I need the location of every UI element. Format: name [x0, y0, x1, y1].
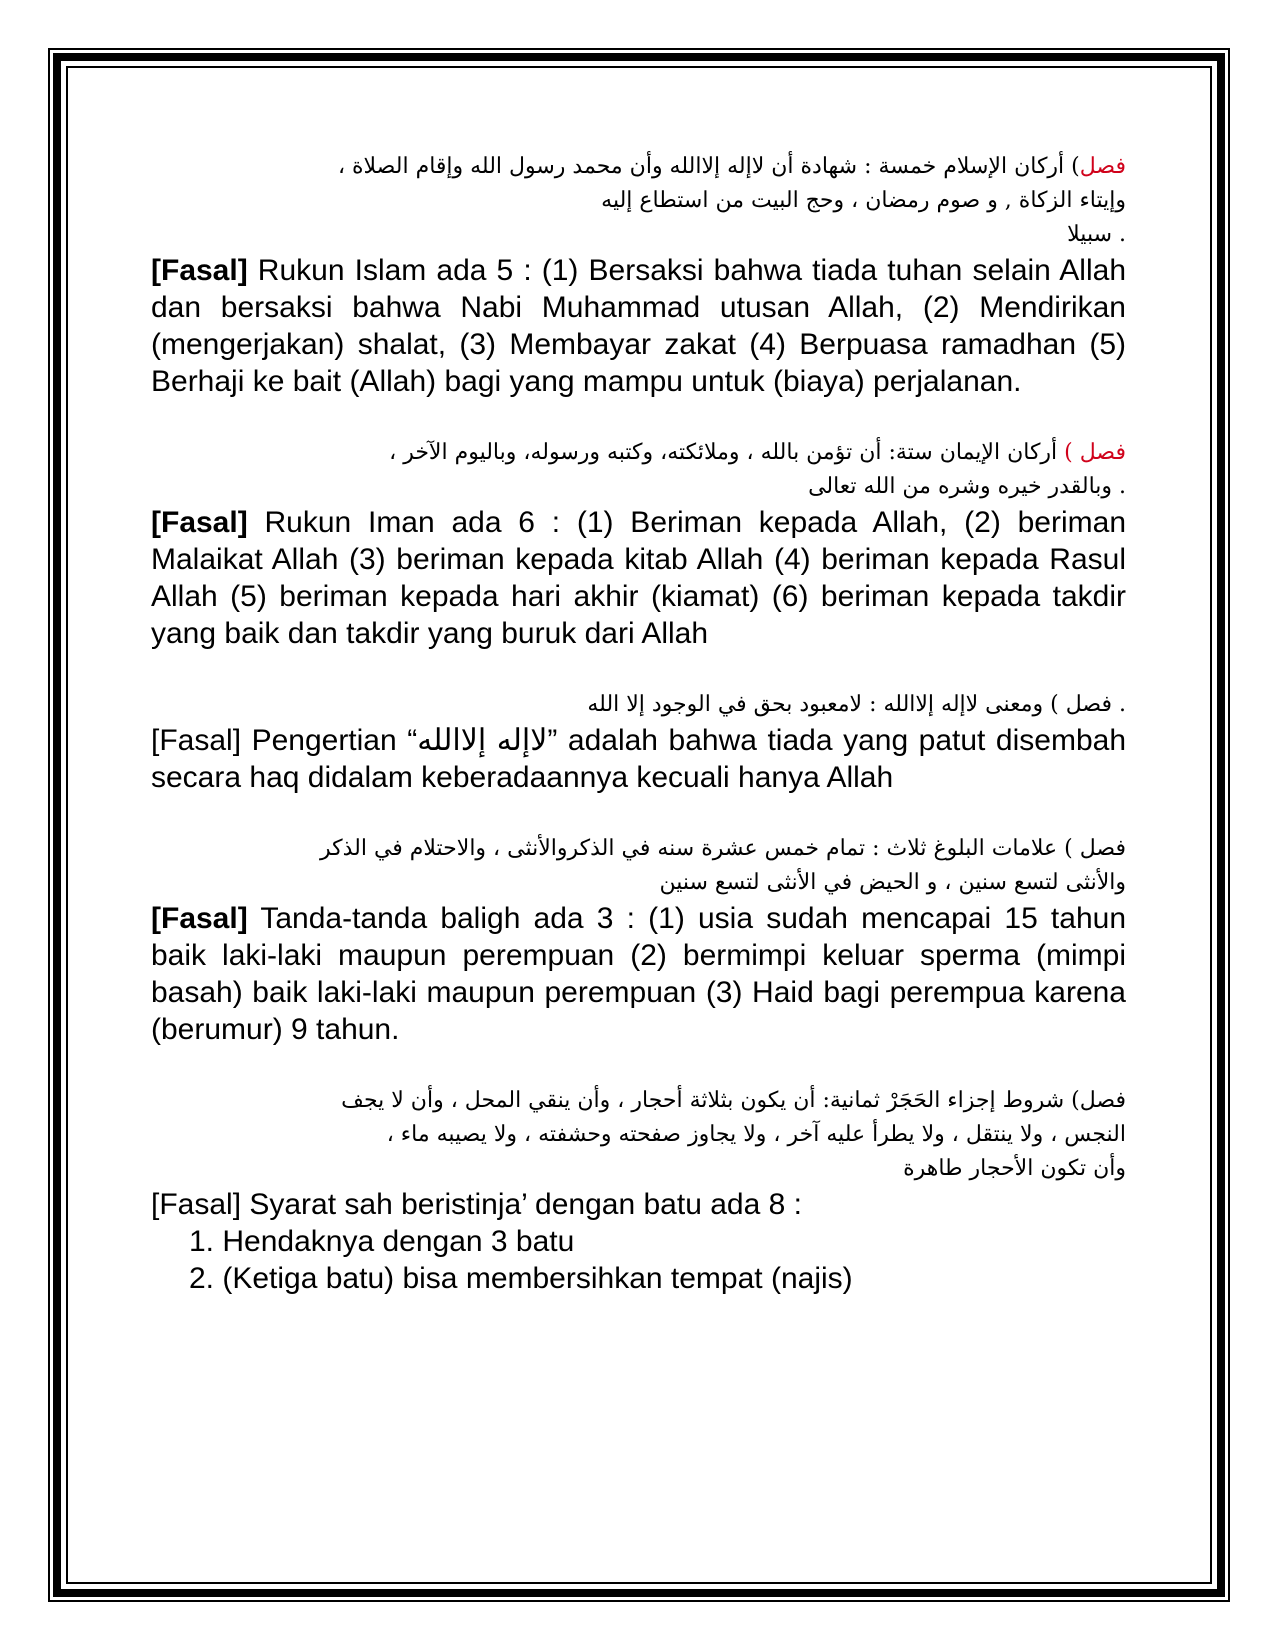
latin-paragraph [151, 252, 1126, 400]
fasal-label: [Fasal] [151, 506, 248, 539]
arabic-line: فصل ) أركان الإيمان ستة: أن تؤمن بالله ، وملائكته، وكتبه ورسوله، وباليوم الآخر ، [389, 440, 1126, 465]
list-item: 1. Hendaknya dengan 3 batu [189, 1225, 575, 1258]
arabic-paragraph [151, 1084, 1126, 1186]
arabic-line: النجس ، ولا ينتقل ، ولا يطرأ عليه آخر ، ولا يجاوز صفحته وحشفته ، ولا يصيبه ماء ، [386, 1122, 1126, 1147]
section-syarat-istinja [151, 1084, 1126, 1297]
latin-text: Rukun Iman ada 6 : (1) Beriman kepada Allah, (2) beriman Malaikat Allah (3) beriman kepada kitab Allah (4) beriman kepada Rasul Allah (5) beriman kepada hari akhir (kiamat) (6) beriman kepada takdir yang baik dan takdir yang buruk dari Allah [151, 506, 1126, 650]
latin-paragraph: [Fasal] Pengertian “لاإله إلاالله” adalah bahwa tiada yang patut disembah secara haq didalam keberadaannya kecuali hanya Allah [151, 724, 1127, 794]
fasal-label: [Fasal] [151, 902, 248, 935]
arabic-line: . فصل ) ومعنى لاإله إلاالله : لامعبود بحق في الوجود إلا الله [587, 692, 1126, 717]
arabic-line: وأن تكون الأحجار طاهرة [903, 1156, 1126, 1181]
arabic-paragraph [151, 688, 1126, 722]
section-rukun-islam [151, 150, 1126, 400]
fasal-label-red: فصل ) [1064, 440, 1126, 465]
arabic-line: . وبالقدر خيره وشره من الله تعالى [808, 474, 1126, 499]
list-item: 2. (Ketiga batu) bisa membersihkan tempat (najis) [189, 1262, 853, 1295]
arabic-line: . سبيلا [1067, 222, 1126, 247]
arabic-paragraph [151, 832, 1126, 900]
arabic-line: فصل) أركان الإسلام خمسة : شهادة أن لاإله إلاالله وأن محمد رسول الله وإقام الصلاة ، [337, 154, 1126, 179]
section-makna-tauhid [151, 688, 1126, 796]
fasal-label: [Fasal] [151, 254, 248, 287]
document-body [151, 150, 1126, 1297]
numbered-list [151, 1223, 1126, 1297]
section-tanda-baligh [151, 832, 1126, 1048]
latin-paragraph [151, 900, 1126, 1048]
fasal-label-red: فصل [1079, 154, 1126, 179]
arabic-paragraph [151, 150, 1126, 252]
section-rukun-iman [151, 436, 1126, 652]
arabic-paragraph [151, 436, 1126, 504]
latin-text: Tanda-tanda baligh ada 3 : (1) usia sudah mencapai 15 tahun baik laki-laki maupun perempuan (2) bermimpi keluar sperma (mimpi basah) baik laki-laki maupun perempuan (3) Haid bagi perempua karena (berumur) 9 tahun. [151, 902, 1126, 1046]
arabic-line: فصل) شروط إجزاء الحَجَرْ ثمانية: أن يكون بثلاثة أحجار ، وأن ينقي المحل ، وأن لا يجف [341, 1088, 1126, 1113]
arabic-line: فصل ) علامات البلوغ ثلاث : تمام خمس عشرة سنه في الذكروالأنثى ، والاحتلام في الذكر [319, 836, 1126, 861]
latin-paragraph [151, 504, 1126, 652]
arabic-line: والأنثى لتسع سنين ، و الحيض في الأنثى لتسع سنين [659, 870, 1126, 895]
latin-paragraph: [Fasal] Syarat sah beristinja’ dengan batu ada 8 : [151, 1188, 802, 1221]
arabic-line: وإيتاء الزكاة , و صوم رمضان ، وحج البيت من استطاع إليه [601, 188, 1126, 213]
latin-text: Rukun Islam ada 5 : (1) Bersaksi bahwa tiada tuhan selain Allah dan bersaksi bahwa Nabi Muhammad utusan Allah, (2) Mendirikan (mengerjakan) shalat, (3) Membayar zakat (4) Berpuasa ramadhan (5) Berhaji ke bait (Allah) bagi yang mampu untuk (biaya) perjalanan. [151, 254, 1126, 398]
